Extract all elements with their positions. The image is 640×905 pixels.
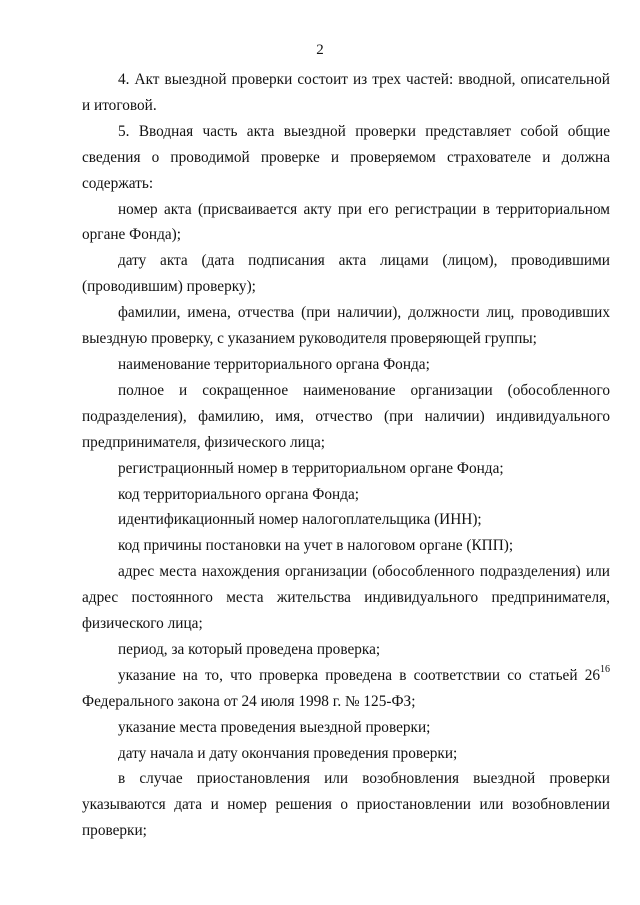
paragraph-act-date: дату акта (дата подписания акта лицами (лицом), проводившими (проводившим) проверку);: [82, 252, 610, 296]
paragraph-act-parts: 4. Акт выездной проверки состоит из трех частей: вводной, описательной и итоговой.: [82, 71, 610, 114]
paragraph-organization-name: полное и сокращенное наименование организации (обособленного подразделения), фамилию, имя, отчество (при наличии) индивидуального предпринимателя, физического лица;: [82, 381, 610, 451]
paragraph-location: указание места проведения выездной проверки;: [118, 718, 431, 736]
document-body: [82, 67, 610, 844]
paragraph-address: адрес места нахождения организации (обособленного подразделения) или адрес постоянного места жительства индивидуального предпринимателя, физического лица;: [82, 563, 610, 633]
paragraph-legal-basis: [82, 663, 610, 715]
paragraph-intro-part: 5. Вводная часть акта выездной проверки представляет собой общие сведения о проводимой проверке и проверяемом страхователе и должна содержать:: [82, 122, 610, 192]
paragraph-period: период, за который проведена проверка;: [118, 640, 381, 658]
article-superscript: 16: [600, 663, 610, 675]
paragraph-inn: идентификационный номер налогоплательщика (ИНН);: [118, 511, 482, 529]
paragraph-dates: дату начала и дату окончания проведения проверки;: [118, 744, 458, 762]
paragraph-suspension: в случае приостановления или возобновления выездной проверки указываются дата и номер решения о приостановлении или возобновлении проверки;: [82, 770, 610, 840]
page-number: 2: [316, 42, 324, 58]
legal-basis-law: Федерального закона от 24 июля 1998 г. № 125-ФЗ;: [82, 692, 416, 710]
paragraph-kpp: код причины постановки на учет в налоговом органе (КПП);: [118, 537, 514, 555]
paragraph-fund-office-code: код территориального органа Фонда;: [118, 485, 360, 503]
paragraph-inspectors: фамилии, имена, отчества (при наличии), должности лиц, проводивших выездную проверку, с указанием руководителя проверяющей группы;: [82, 304, 610, 348]
paragraph-registration-number: регистрационный номер в территориальном органе Фонда;: [118, 459, 504, 477]
paragraph-fund-office-name: наименование территориального органа Фонда;: [118, 355, 430, 373]
paragraph-act-number: номер акта (присваивается акту при его регистрации в территориальном органе Фонда);: [82, 200, 610, 244]
legal-basis-text: указание на то, что проверка проведена в соответствии со статьей 26: [118, 666, 600, 684]
